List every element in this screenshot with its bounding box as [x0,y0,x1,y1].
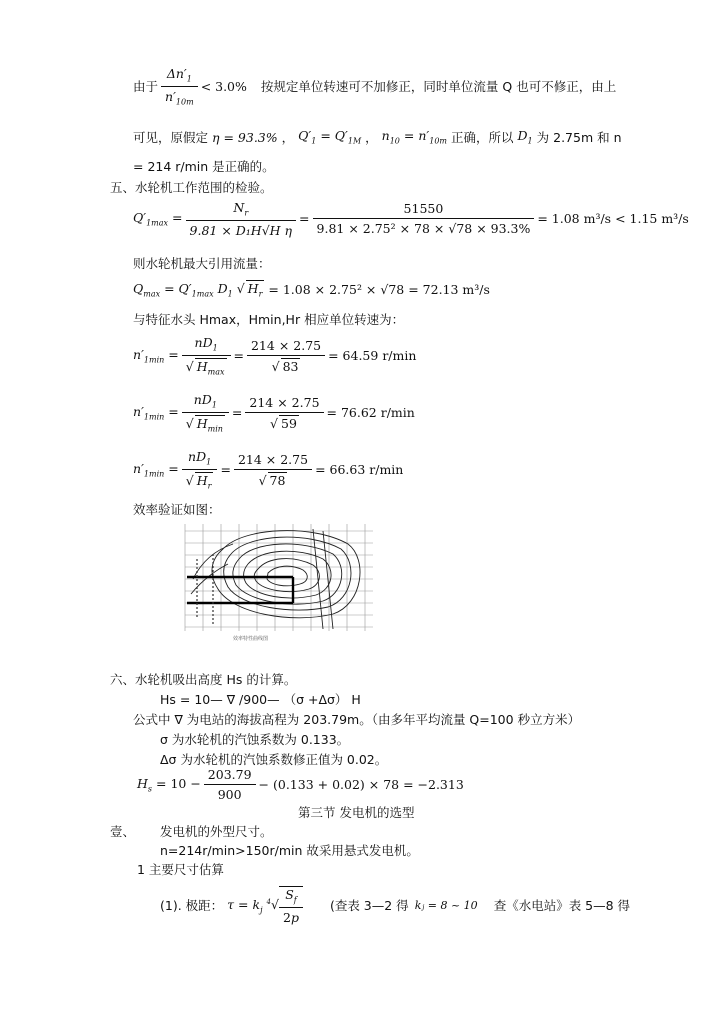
equation-n1min-1: $n'_{1min}$ = $\frac{nD_1}{√ H_{max}}$ = $\frac{214 \times 2.75}{√ 83}$ = 64.59 r/min [133,335,417,376]
pole-note: (查表 3—2 得 [329,898,409,914]
kj-range: kⱼ = 8 ~ 10 [414,898,478,912]
hs-formula: Hs = 10— ∇ /900— （σ +Δσ） H [160,692,361,707]
text-b: ， [281,130,295,145]
pole-label: (1). 极距： [160,898,224,914]
eq1-numerator-1: N [233,200,245,215]
eq2-result: = 1.08 × 2.75² × √78 = 72.13 m³/s [268,281,490,297]
q-equal: $Q'_1 = Q'_{1M}$ [298,128,362,146]
figure-caption: 效率特性曲线图 [233,636,269,642]
eq5-denominator: 78 [269,472,286,488]
line-3: = 214 r/min 是正确的。 [133,159,275,174]
item-1-text: 发电机的外型尺寸。 [160,824,273,839]
item-1-number: 壹、 [110,824,136,839]
equation-n1min-3: $n'_{1min}$ = $\frac{nD_1}{√ H_r}$ = $\frac{214 \times 2.75}{√ 78}$ = 66.63 r/min [133,449,404,490]
section-6-heading: 六、水轮机吸出高度 Hs 的计算。 [110,672,297,687]
section-3-title: 第三节 发电机的选型 [298,805,415,820]
eq5-numerator: 214 × 2.75 [234,452,312,470]
d1-symbol: $D_1$ [517,128,533,146]
eq3-denominator: 83 [282,358,299,374]
eq1-result: = 1.08 m³/s < 1.15 m³/s [537,211,689,227]
eta-value: η = 93.3% [212,129,278,145]
eq1-denominator-1: 9.81 × D₁H√H η [189,222,293,238]
text-e: 为 2.75m 和 n [536,130,622,145]
delta-sigma-text: Δσ 为水轮机的汽蚀系数修正值为 0.02。 [160,752,388,767]
eq6-numerator: 203.79 [204,767,256,785]
eq5-result: = 66.63 r/min [315,462,404,477]
line-1-text: 按规定单位转速可不加修正，同时单位流量 Q 也可不修正，由上 [260,79,617,94]
pole-ref: 查《水电站》表 5—8 得 [493,898,631,914]
text-c: ， [365,130,378,145]
eq4-denominator: 59 [281,415,297,431]
eq4-result: = 76.62 r/min [326,405,415,420]
sigma-text: σ 为水轮机的汽蚀系数为 0.133。 [160,732,350,747]
efficiency-text: 效率验证如图： [133,502,221,517]
text-prefix: 由于 [133,79,159,94]
line-1 [133,66,616,106]
eq3-numerator: 214 × 2.75 [247,338,325,356]
eq1-numerator-2: 51550 [313,201,535,219]
section-5-heading: 五、水轮机工作范围的检验。 [110,180,273,195]
text-a: 可见，原假定 [133,130,209,145]
ineq: < 3.0% [200,78,247,94]
eq4-numerator: 214 × 2.75 [245,395,323,413]
speeds-text: 与特征水头 Hmax，Hmin,Hr 相应单位转速为： [133,312,405,327]
text-d: 正确，所以 [451,130,514,145]
ratio-fraction: $\frac{\Delta n'_1}{n'_{10m}}$ [161,66,198,106]
efficiency-hill-chart [173,519,379,644]
max-flow-text: 则水轮机最大引用流量： [133,256,271,271]
eq6-denominator: 900 [217,787,242,802]
line-2 [133,128,622,146]
equation-q1max: $Q'_{1max}$ = $\frac{N_r}{\text{9.81 × D₁H√H η}}$ = $\frac{51550}{\text{9.81 × 2.75² × 78 × √78 × 93.3\%}}$ = 1.08 m³/s < 1.15 m³/s [133,200,689,238]
subsection-1: 1 主要尺寸估算 [137,862,224,877]
nabla-text: 公式中 ∇ 为电站的海拔高程为 203.79m。（由多年平均流量 Q=100 秒立方米） [133,712,581,727]
equation-hs: $H_s = 10$ − $\frac{203.79}{900}$ − (0.133 + 0.02) × 78 = −2.313 [137,767,464,802]
equation-qmax: $Q_{max} = Q'_{1max}$ $D_1$ √ $H_r$ = 1.08 × 2.75² × √78 = 72.13 m³/s [133,281,490,299]
eq3-result: = 64.59 r/min [328,348,417,363]
pole-pitch-line: (1). 极距： $\tau = k_j$ $^4$√ $\frac{S_f}{2p}$ (查表 3—2 得 kⱼ = 8 ~ 10 查《水电站》表 5—8 得 [160,887,631,925]
speed-text: n=214r/min>150r/min 故采用悬式发电机。 [160,843,419,858]
hill-chart-svg [173,519,379,644]
n-equal: $n_{10} = n'_{10m}$ [381,128,447,146]
equation-n1min-2: $n'_{1min}$ = $\frac{nD_1}{√ H_{min}}$ = $\frac{214 \times 2.75}{√ 59}$ = 76.62 r/min [133,392,415,433]
eq6-rest: − (0.133 + 0.02) × 78 = −2.313 [258,777,464,792]
eq1-denominator-2: 9.81 × 2.75² × 78 × √78 × 93.3% [316,221,531,237]
